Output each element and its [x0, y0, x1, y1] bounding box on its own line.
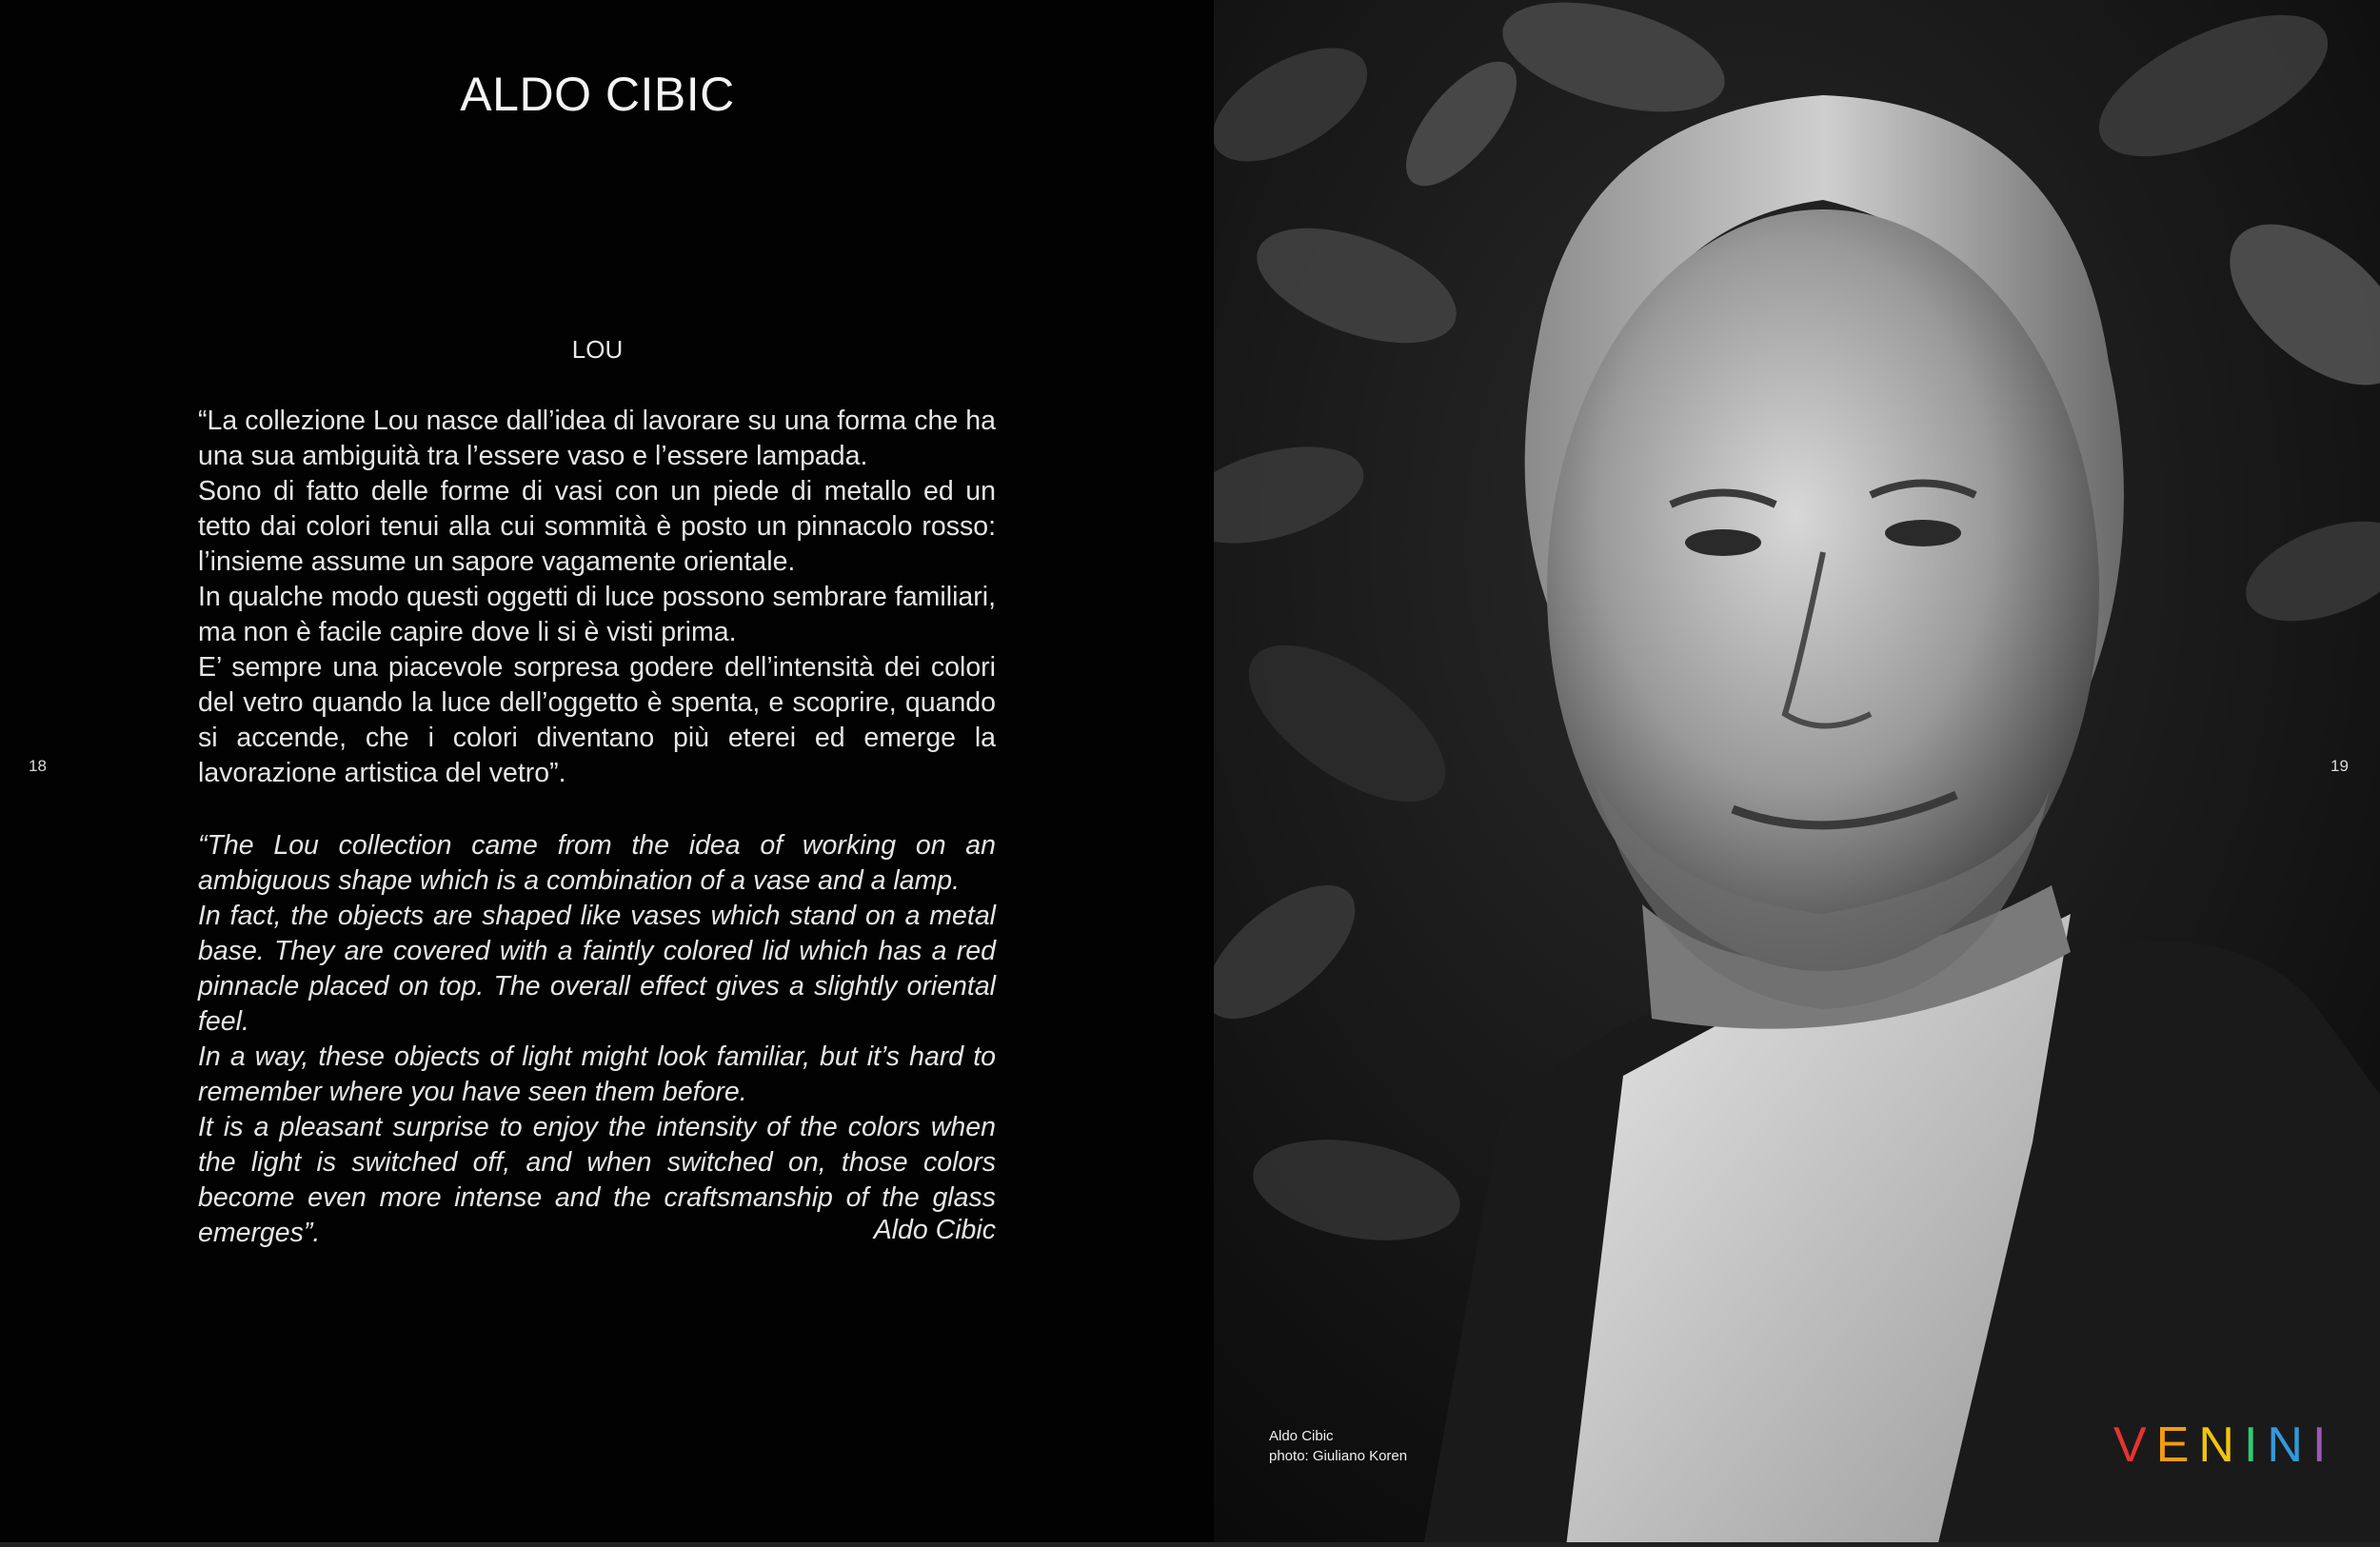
right-page [1214, 0, 2380, 1547]
italian-paragraph: In qualche modo questi oggetti di luce possono sembrare familiari, ma non è facile capire dove li si è visti prima. [198, 582, 996, 647]
logo-letter: N [2198, 1418, 2244, 1473]
venini-logo [2113, 1417, 2335, 1474]
portrait-photo [1214, 0, 2380, 1547]
italian-paragraph: “La collezione Lou nasce dall’idea di lavorare su una forma che ha una sua ambiguità tra l’essere vaso e l’essere lampada. [198, 406, 996, 471]
english-paragraph: In fact, the objects are shaped like vases which stand on a metal base. They are covered with a faintly colored lid which has a red pinnacle placed on top. The overall effect gives a slightly oriental feel. [198, 901, 996, 1037]
logo-letter: E [2155, 1418, 2199, 1473]
logo-letter: N [2267, 1418, 2312, 1473]
photo-caption [1269, 1426, 1407, 1466]
caption-name: Aldo Cibic [1269, 1428, 1334, 1444]
english-paragraph: It is a pleasant surprise to enjoy the intensity of the colors when the light is switched off, and when switched on, those colors become even more intense and the craftsmanship of the glass emerges”. [198, 1112, 996, 1248]
english-paragraph: In a way, these objects of light might look familiar, but it’s hard to remember where you have seen them before. [198, 1041, 996, 1107]
italian-paragraph: E’ sempre una piacevole sorpresa godere dell’intensità dei colori del vetro quando la luce dell’oggetto è spenta, e scoprire, quando si accende, che i colori diventano più eterei ed emerge la lavorazione artistica del vetro”. [198, 652, 996, 788]
logo-letter: I [2311, 1418, 2336, 1473]
collection-subtitle: LOU [571, 335, 624, 364]
page-title: ALDO CIBIC [460, 68, 735, 121]
author-signature: Aldo Cibic [873, 1215, 996, 1245]
caption-credit: photo: Giuliano Koren [1269, 1448, 1408, 1464]
english-text [198, 828, 996, 1251]
page-number-right: 19 [2330, 757, 2349, 775]
english-paragraph: “The Lou collection came from the idea of working on an ambiguous shape which is a combination of a vase and a lamp. [198, 830, 996, 896]
logo-letter: V [2113, 1418, 2156, 1473]
page-number-left: 18 [29, 757, 47, 775]
bottom-edge [0, 1542, 2380, 1547]
italian-text [198, 404, 996, 791]
italian-paragraph: Sono di fatto delle forme di vasi con un piede di metallo ed un tetto dai colori tenui alla cui sommità è posto un pinnacolo rosso: l’insieme assume un sapore vagamente orientale. [198, 476, 996, 577]
logo-letter: I [2243, 1418, 2268, 1473]
